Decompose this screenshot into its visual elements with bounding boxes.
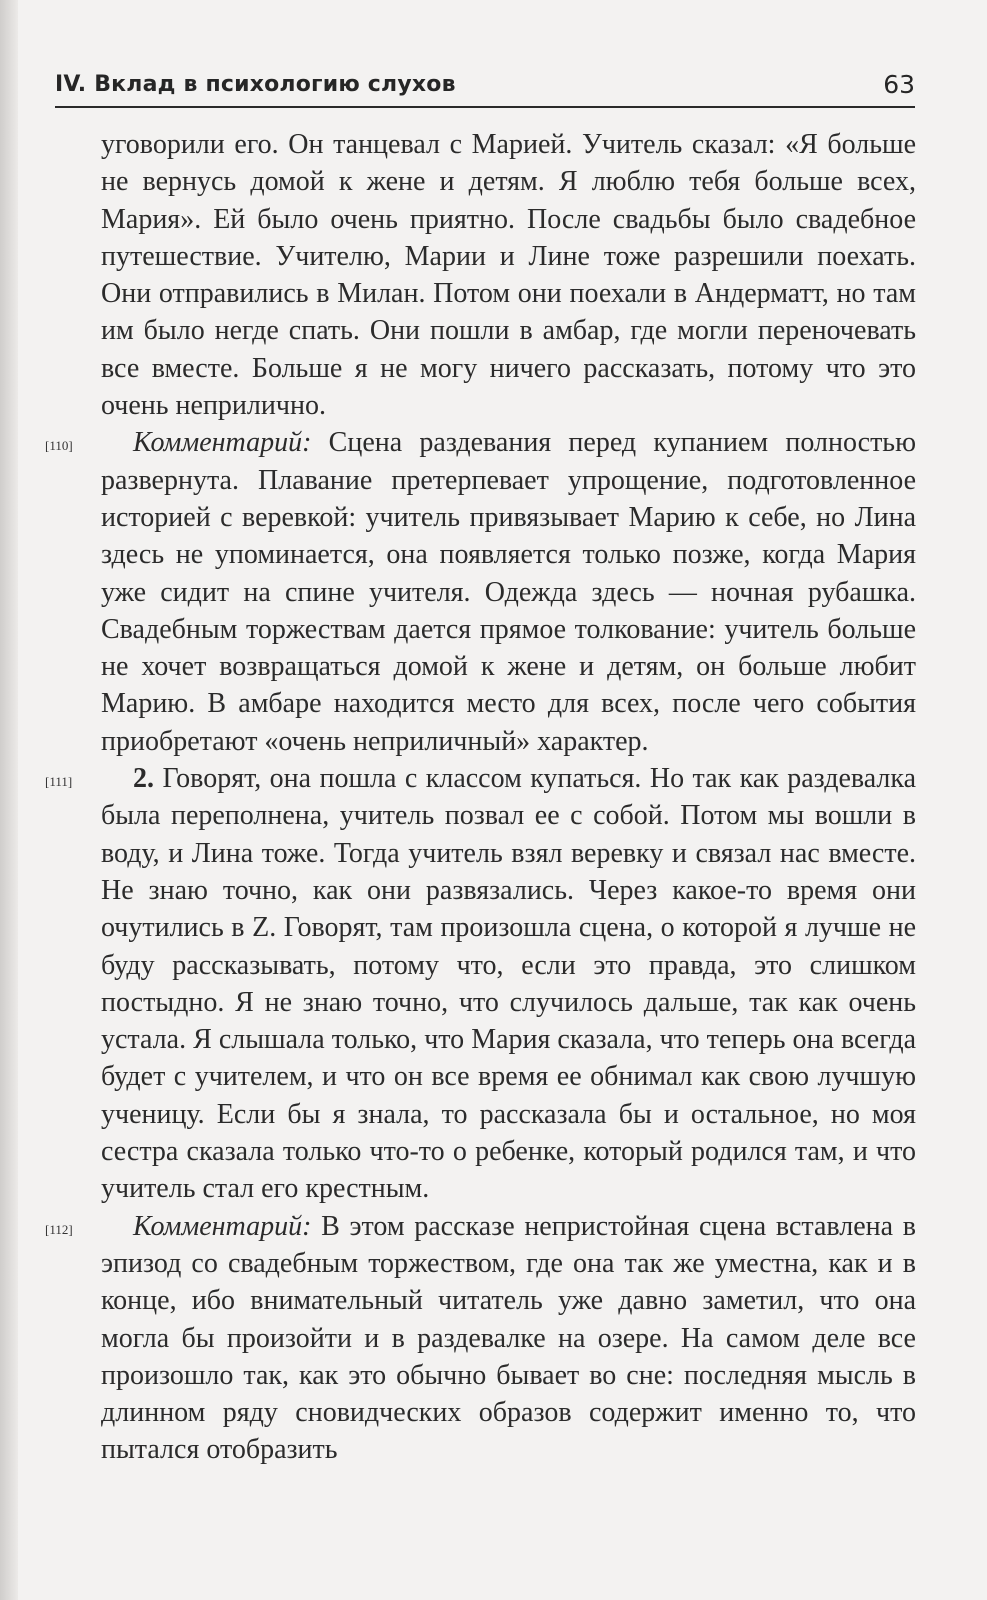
paragraph-text: Сцена раздевания перед купанием полностью развернута. Плавание претерпевает упрощение, подготовленное историей с веревкой: учитель привязывает Марию к себе, но Лина здесь не упоминается, она появляется только позже, когда Мария уже сидит на спине учителя. Одежда здесь — ночная рубашка. Свадебным торжествам дается прямое толкование: учитель больше не хочет возвращаться домой к жене и детям, он больше любит Марию. В амбаре находится место для всех, после чего события приобретают «очень неприличный» характер. [101,427,916,757]
paragraph-marker: [110] [45,438,73,454]
paragraph-112 [45,1208,916,1469]
running-header [55,72,915,108]
page-body [45,126,916,1469]
paragraph-marker: [111] [45,774,73,790]
paragraph-marker: [112] [45,1221,73,1237]
paragraph-111 [45,760,916,1208]
paragraph-text: Говорят, она пошла с классом купаться. Но так как раздевалка была переполнена, учитель позвал ее с собой. Потом мы вошли в воду, и Лина тоже. Тогда учитель взял веревку и связал нас вместе. Не знаю точно, как они развязались. Через какое-то время они очутились в Z. Говорят, там произошла сцена, о которой я лучше не буду рассказывать, потому что, если это правда, это слишком постыдно. Я не знаю точно, что случилось дальше, так как очень устала. Я слышала только, что Мария сказала, что теперь она всегда будет с учителем, и что он все время ее обнимал как свою лучшую ученицу. Если бы я знала, то рассказала бы и остальное, но моя сестра сказала только что-то о ребенке, который родился там, и что учитель стал его крестным. [101,763,916,1205]
chapter-title: IV. Вклад в психологию слухов [55,72,456,97]
paragraph-continuation [101,126,916,424]
story-number: 2. [133,763,154,795]
comment-label: Комментарий: [133,427,312,459]
comment-label: Комментарий: [133,1210,312,1242]
paragraph-text: уговорили его. Он танцевал с Марией. Учитель сказал: «Я больше не вернусь домой к жене и детям. Я люблю тебя больше всех, Мария». Ей было очень приятно. После свадьбы было свадебное путешествие. Учителю, Марии и Лине тоже разрешили поехать. Они отправились в Милан. Потом они поехали в Андерматт, но там им было негде спать. Они пошли в амбар, где могли переночевать все вместе. Больше я не могу ничего рассказать, потому что это очень неприлично. [101,129,916,422]
paragraph-110 [45,424,916,760]
page-binding-shadow [0,0,18,1600]
paragraph-text: В этом рассказе непристойная сцена вставлена в эпизод со свадебным торжеством, где она так же уместна, как и в конце, ибо внимательный читатель уже давно заметил, что она могла бы произойти и в раздевалке на озере. На самом деле все произошло так, как это обычно бывает во сне: последняя мысль в длинном ряду сновидческих образов содержит именно то, что пытался отобразить [101,1210,916,1466]
page-number: 63 [883,70,915,99]
